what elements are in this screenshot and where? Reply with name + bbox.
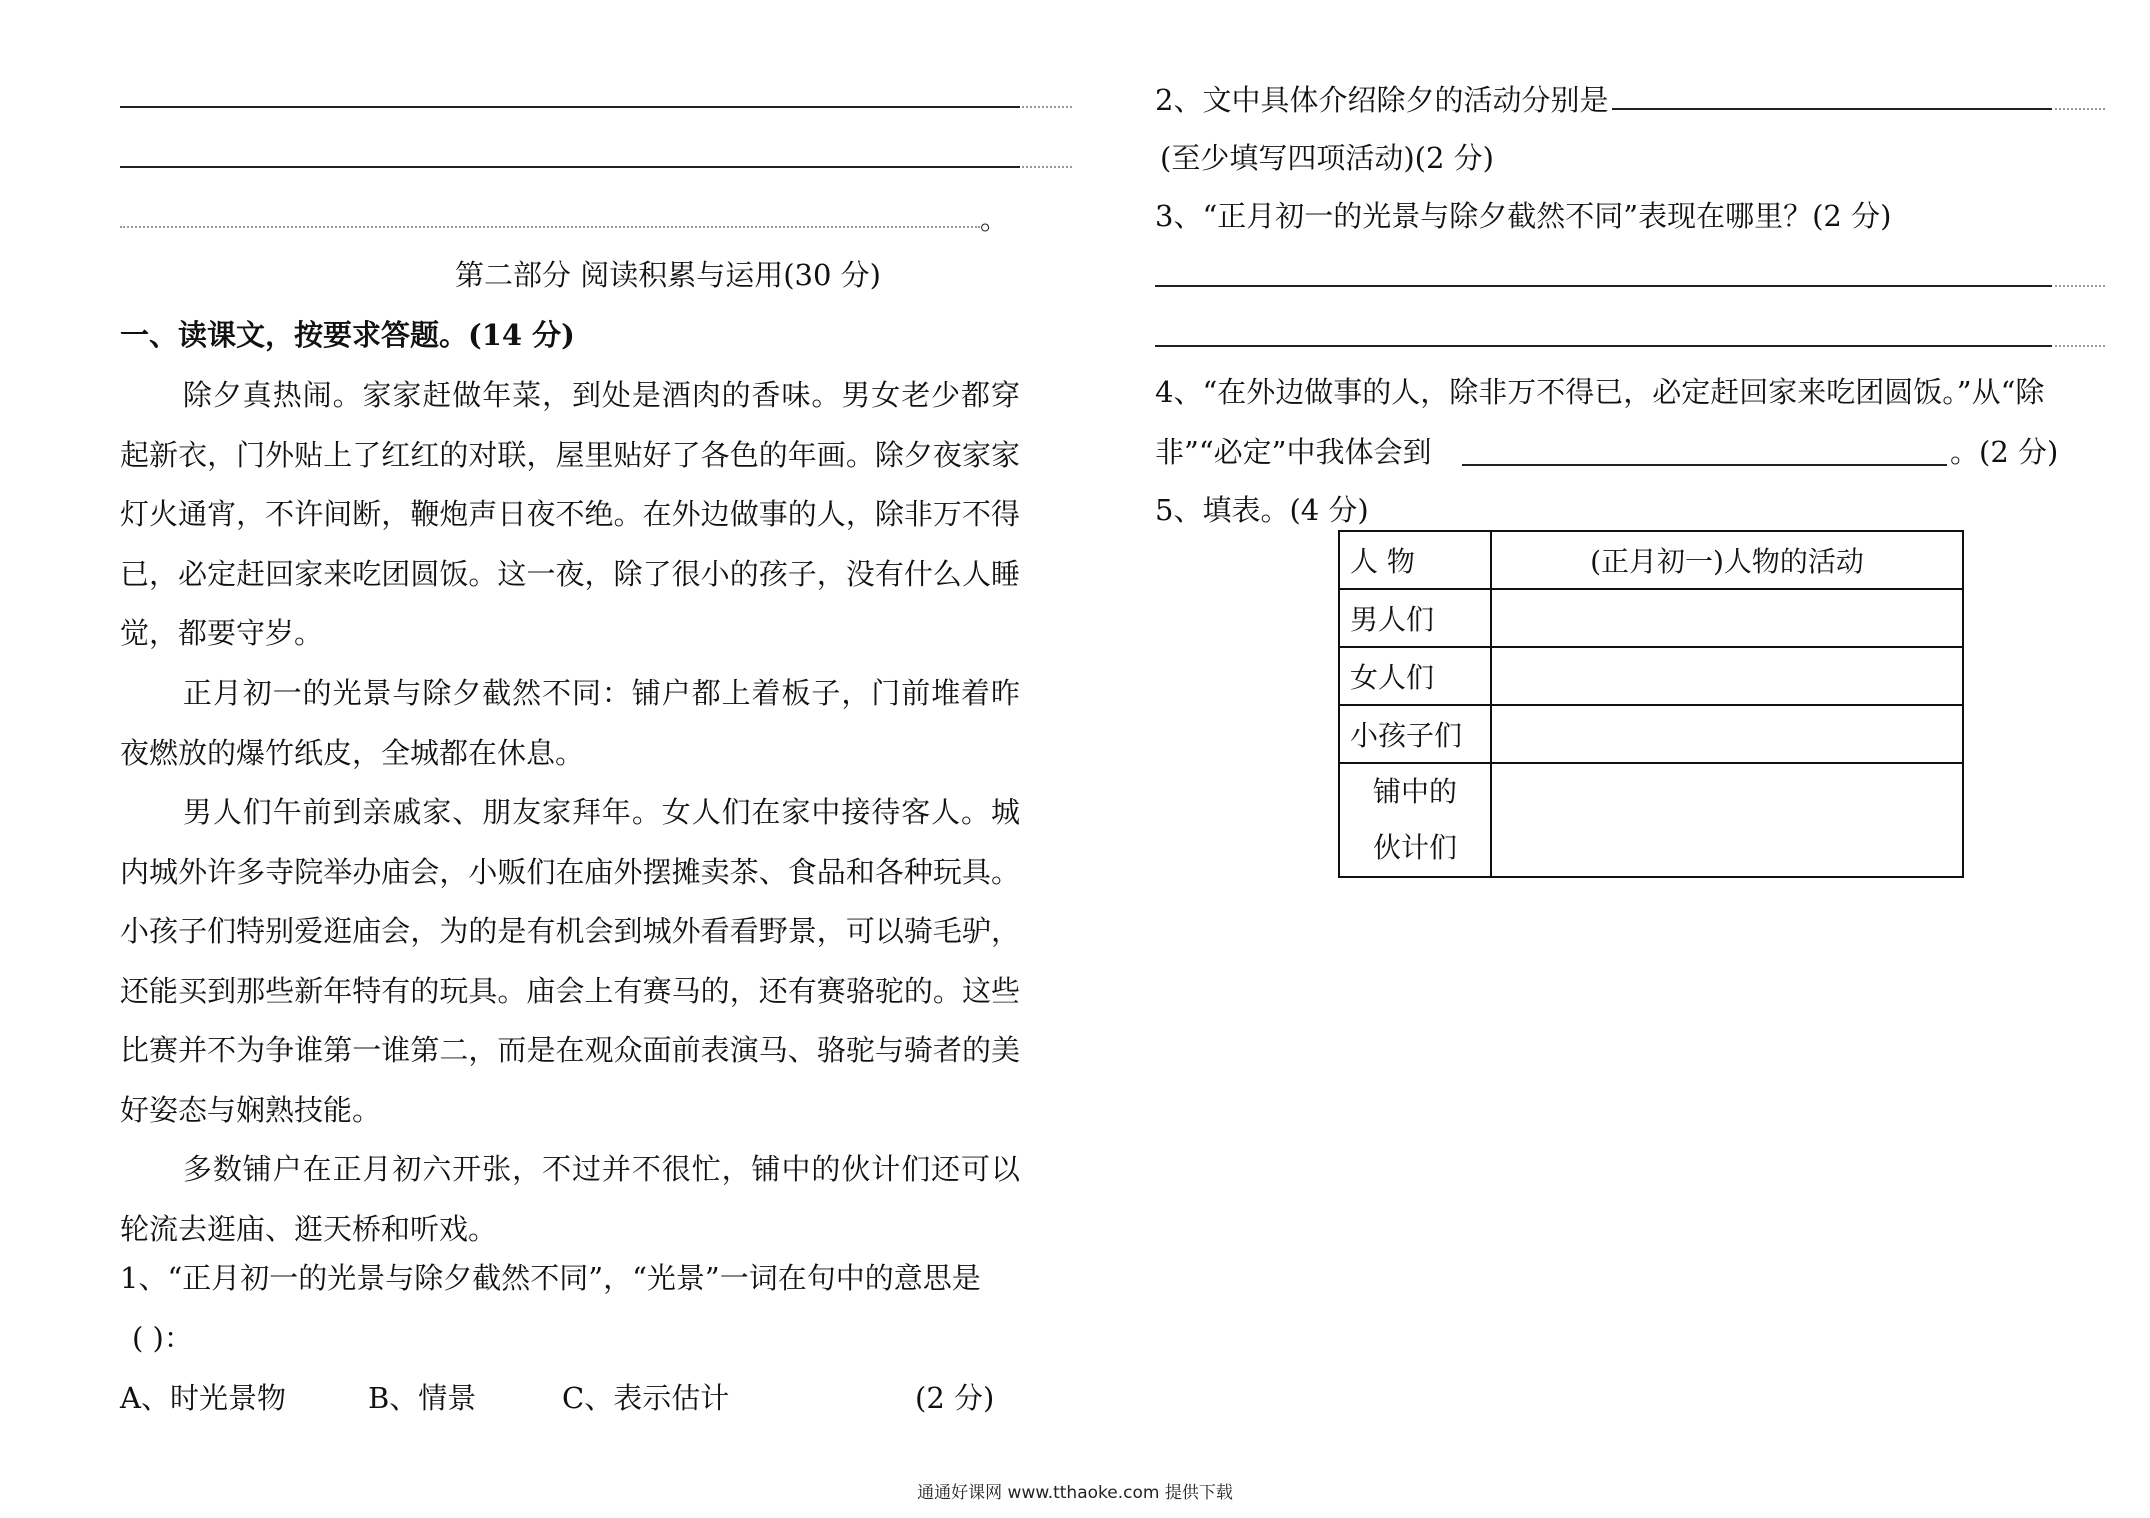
table-person-line-2: 伙计们 <box>1372 831 1457 864</box>
answer-end-mark: 。 <box>980 203 1009 236</box>
table-header-activity: (正月初一)人物的活动 <box>1491 531 1963 589</box>
table-row <box>1339 763 1963 877</box>
passage-paragraph-1 <box>120 366 1020 664</box>
paragraph-4-text: 多数铺户在正月初六开张，不过并不很忙，铺中的伙计们还可以轮流去逛庙、逛天桥和听戏。 <box>120 1152 1020 1246</box>
passage-paragraph-3 <box>120 783 1020 1140</box>
question-heading: 一、读课文，按要求答题。(14 分) <box>120 318 575 352</box>
q1-option-b[interactable]: B、情景 <box>368 1381 477 1415</box>
q3-text: 3、“正月初一的光景与除夕截然不同”表现在哪里？(2 分) <box>1155 199 1892 233</box>
passage-paragraph-4 <box>120 1140 1020 1259</box>
table-row-person: 小孩子们 <box>1339 705 1491 763</box>
answer-line-1-dots <box>1022 106 1072 108</box>
q5-text: 5、填表。(4 分) <box>1155 493 1369 527</box>
passage-paragraph-2 <box>120 664 1020 783</box>
table-row <box>1339 589 1963 647</box>
table-header-person: 人 物 <box>1339 531 1491 589</box>
table-row-answer[interactable] <box>1491 763 1963 877</box>
section-title: 第二部分 阅读积累与运用(30 分) <box>455 258 881 292</box>
table-person-line-1: 铺中的 <box>1372 775 1457 808</box>
answer-line-3 <box>120 226 980 228</box>
table-row-answer[interactable] <box>1491 647 1963 705</box>
table-row <box>1339 647 1963 705</box>
q3-answer-line-1-dots <box>2055 285 2105 287</box>
answer-line-2 <box>120 166 1020 168</box>
q4-score: 。(2 分) <box>1950 435 2059 469</box>
q3-answer-line-1[interactable] <box>1155 285 2052 287</box>
paragraph-2-text: 正月初一的光景与除夕截然不同：铺户都上着板子，门前堆着昨夜燃放的爆竹纸皮，全城都在休息。 <box>120 676 1020 770</box>
table-row-answer[interactable] <box>1491 589 1963 647</box>
q4-text: 4、“在外边做事的人，除非万不得已，必定赶回家来吃团圆饭。”从“除 <box>1155 375 2045 409</box>
q4-text-2: 非”“必定”中我体会到 <box>1155 435 1432 469</box>
paragraph-1-text: 除夕真热闹。家家赶做年菜，到处是酒肉的香味。男女老少都穿起新衣，门外贴上了红红的对联，屋里贴好了各色的年画。除夕夜家家灯火通宵，不许间断，鞭炮声日夜不绝。在外边做事的人，除非万不得已，必定赶回家来吃团圆饭。这一夜，除了很小的孩子，没有什么人睡觉，都要守岁。 <box>120 378 1020 650</box>
q3-answer-line-2-dots <box>2055 345 2105 347</box>
page-footer: 通通好课网 www.tthaoke.com 提供下载 <box>917 1483 1233 1503</box>
answer-line-1 <box>120 106 1020 108</box>
table-row-person <box>1339 763 1491 877</box>
q4-answer-line[interactable] <box>1462 464 1947 466</box>
paragraph-3-text: 男人们午前到亲戚家、朋友家拜年。女人们在家中接待客人。城内城外许多寺院举办庙会，小贩们在庙外摆摊卖茶、食品和各种玩具。小孩子们特别爱逛庙会，为的是有机会到城外看看野景，可以骑毛驴，还能买到那些新年特有的玩具。庙会上有赛马的，还有赛骆驼的。这些比赛并不为争谁第一谁第二，而是在观众面前表演马、骆驼与骑者的美好姿态与娴熟技能。 <box>120 795 1020 1127</box>
q1-score: (2 分) <box>915 1381 995 1415</box>
table-header-row <box>1339 531 1963 589</box>
answer-line-2-dots <box>1022 166 1072 168</box>
q1-text: 1、“正月初一的光景与除夕截然不同”，“光景”一词在句中的意思是 <box>120 1261 981 1295</box>
q2-text: 2、文中具体介绍除夕的活动分别是 <box>1155 83 1609 117</box>
table-row <box>1339 705 1963 763</box>
q3-answer-line-2[interactable] <box>1155 345 2052 347</box>
table-row-answer[interactable] <box>1491 705 1963 763</box>
table-row-person: 男人们 <box>1339 589 1491 647</box>
q2-note: (至少填写四项活动)(2 分) <box>1160 141 1494 175</box>
q1-option-c[interactable]: C、表示估计 <box>562 1381 730 1415</box>
q2-answer-line[interactable] <box>1612 108 2052 110</box>
q1-blank[interactable]: ( )： <box>132 1321 193 1355</box>
q2-answer-line-dots <box>2055 108 2105 110</box>
activity-table <box>1338 530 1964 878</box>
q1-option-a[interactable]: A、时光景物 <box>120 1381 286 1415</box>
table-row-person: 女人们 <box>1339 647 1491 705</box>
